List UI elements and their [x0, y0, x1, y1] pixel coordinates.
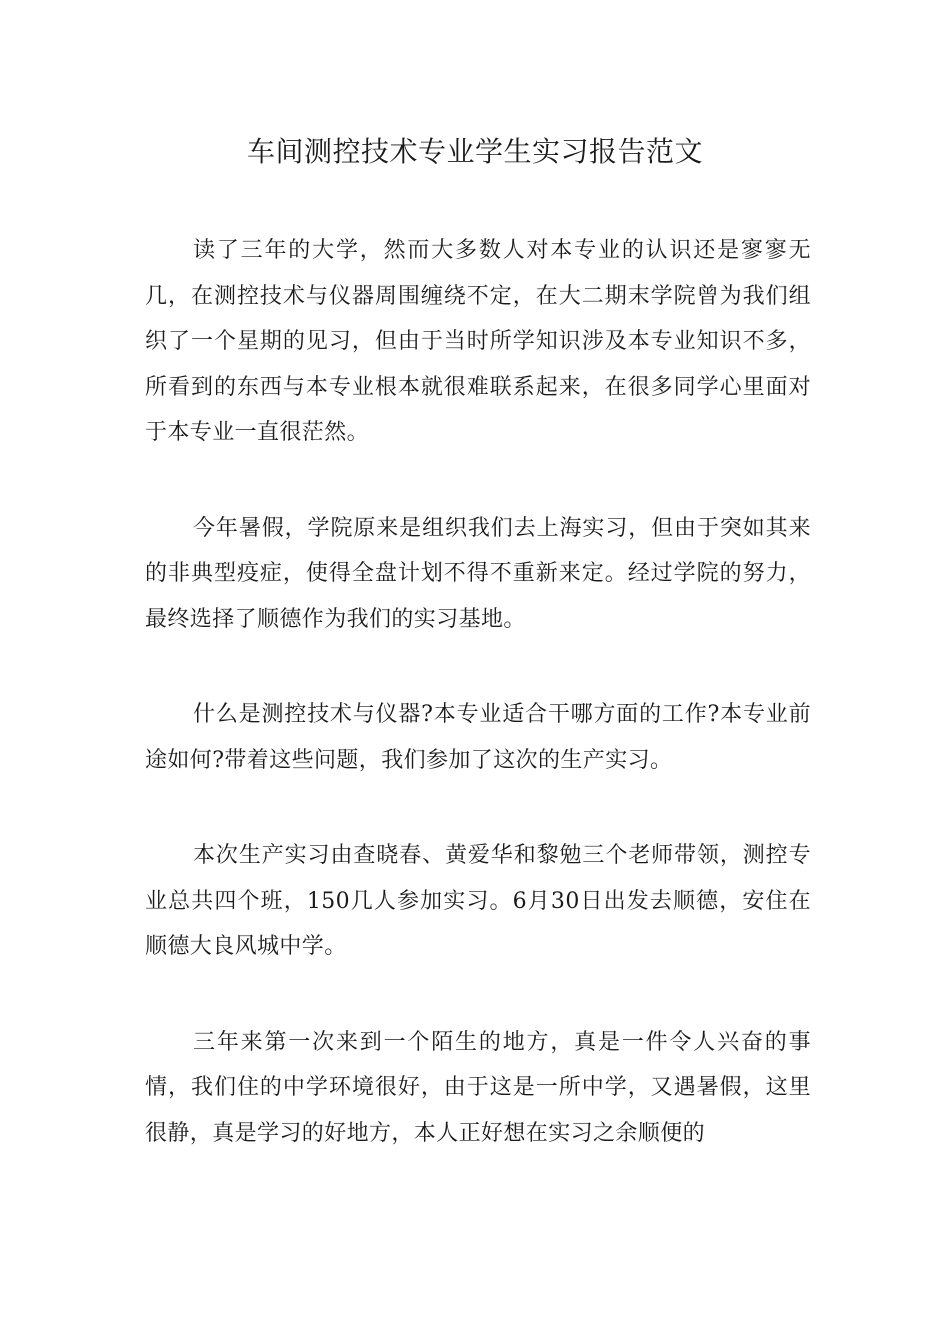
document-body — [145, 228, 811, 1206]
paragraph-1: 读了三年的大学，然而大多数人对本专业的认识还是寥寥无几，在测控技术与仪器周围缠绕不定，在大二期末学院曾为我们组织了一个星期的见习，但由于当时所学知识涉及本专业知识不多，所看到的东西与本专业根本就很难联系起来，在很多同学心里面对于本专业一直很茫然。 — [145, 238, 811, 445]
paragraph-4: 本次生产实习由查晓春、黄爱华和黎勉三个老师带领，测控专业总共四个班，150几人参加实习。6月30日出发去顺德，安住在顺德大良风城中学。 — [145, 843, 811, 959]
paragraph-5: 三年来第一次来到一个陌生的地方，真是一件令人兴奋的事情，我们住的中学环境很好，由于这是一所中学，又遇暑假，这里很静，真是学习的好地方，本人正好想在实习之余顺便的 — [145, 1029, 811, 1146]
paragraph-3: 什么是测控技术与仪器?本专业适合干哪方面的工作?本专业前途如何?带着这些问题，我们参加了这次的生产实习。 — [145, 702, 811, 773]
paragraph-2: 今年暑假，学院原来是组织我们去上海实习，但由于突如其来的非典型疫症，使得全盘计划不得不重新来定。经过学院的努力，最终选择了顺德作为我们的实习基地。 — [145, 515, 811, 632]
document-title: 车间测控技术专业学生实习报告范文 — [246, 135, 703, 168]
